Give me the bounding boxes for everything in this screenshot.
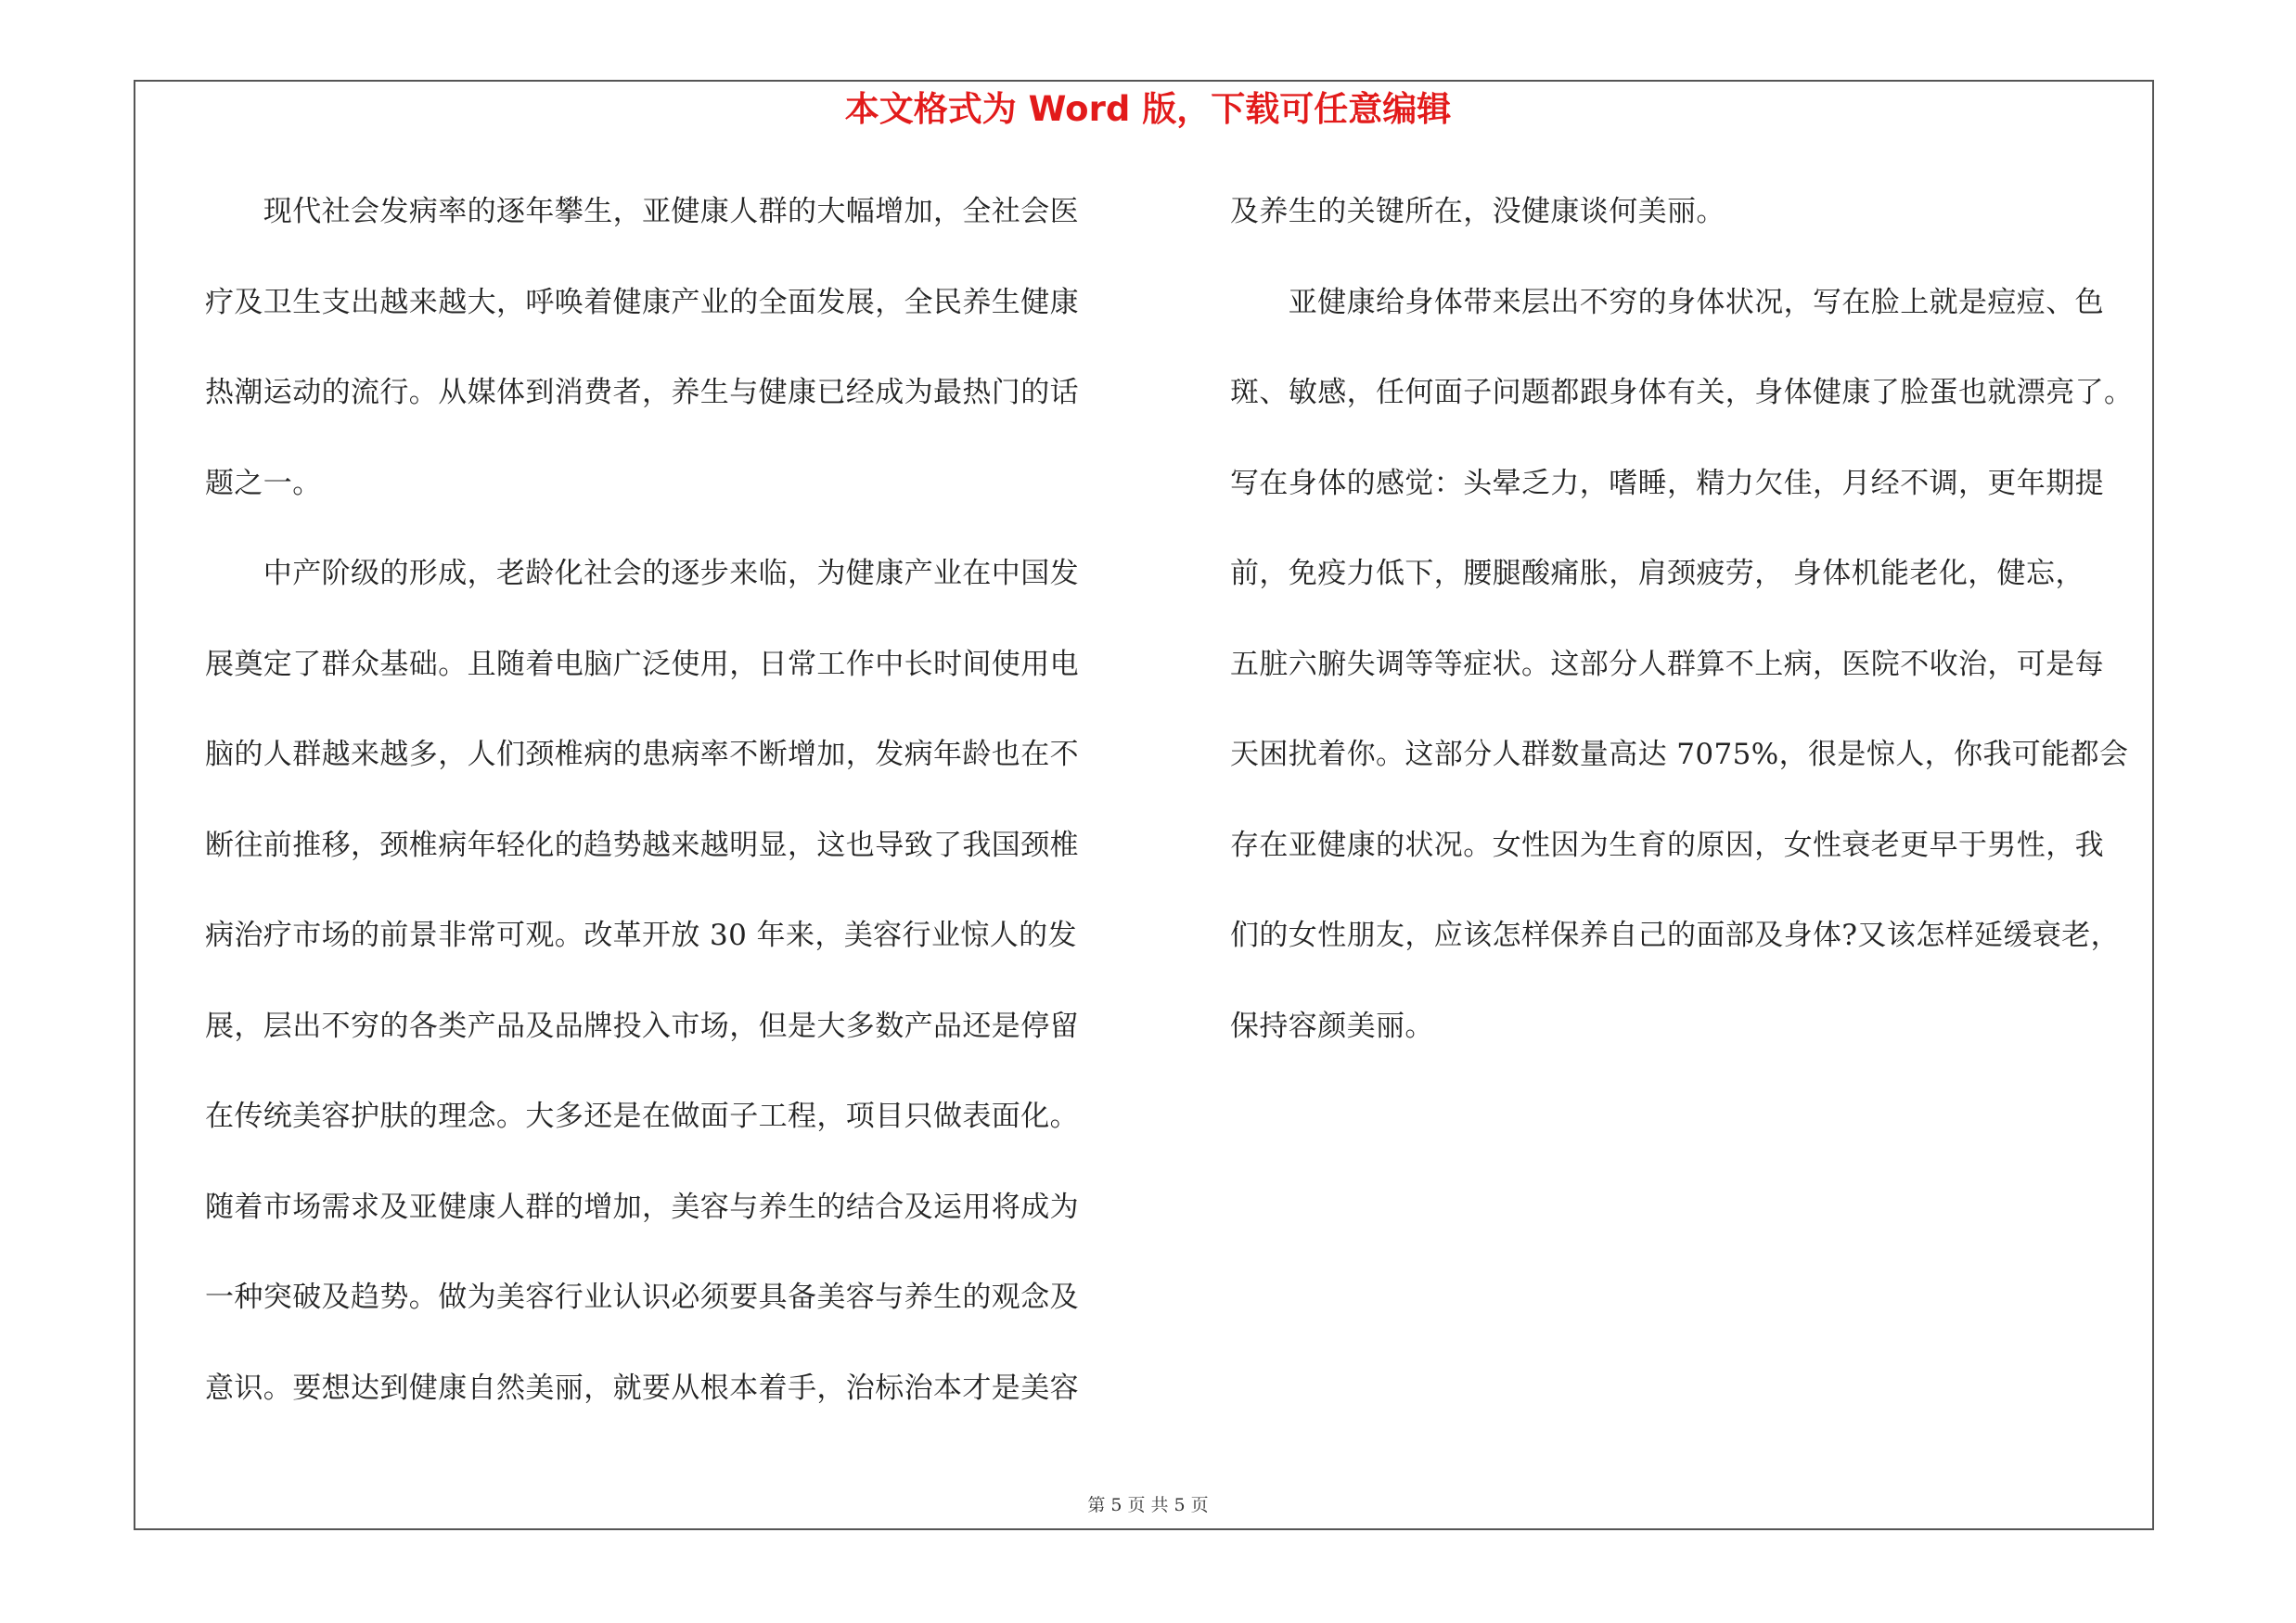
text-line: 写在身体的感觉：头晕乏力，嗜睡，精力欠佳，月经不调，更年期提 — [1230, 466, 2104, 500]
text-line: 存在亚健康的状况。女性因为生育的原因，女性衰老更早于男性，我 — [1230, 828, 2104, 862]
text-line: 保持容颜美丽。 — [1230, 1009, 1434, 1043]
text-line: 随着市场需求及亚健康人群的增加，美容与养生的结合及运用将成为 — [205, 1190, 1079, 1224]
text-line: 病治疗市场的前景非常可观。改革开放 30 年来，美容行业惊人的发 — [205, 919, 1077, 952]
text-line: 脑的人群越来越多，人们颈椎病的患病率不断增加，发病年龄也在不 — [205, 738, 1079, 771]
text-line: 热潮运动的流行。从媒体到消费者，养生与健康已经成为最热门的话 — [205, 376, 1079, 409]
text-line: 天困扰着你。这部分人群数量高达 7075%，很是惊人，你我可能都会 — [1230, 738, 2129, 771]
text-line: 五脏六腑失调等等症状。这部分人群算不上病，医院不收治，可是每 — [1230, 647, 2104, 681]
text-line: 及养生的关键所在，没健康谈何美丽。 — [1230, 195, 1725, 228]
text-line: 在传统美容护肤的理念。大多还是在做面子工程，项目只做表面化。 — [205, 1100, 1079, 1133]
page-number: 第 5 页 共 5 页 — [1087, 1495, 1209, 1515]
text-line: 现代社会发病率的逐年攀生，亚健康人群的大幅增加，全社会医 — [205, 195, 1079, 228]
text-line: 们的女性朋友，应该怎样保养自己的面部及身体?又该怎样延缓衰老， — [1230, 919, 2121, 952]
text-line: 意识。要想达到健康自然美丽，就要从根本着手，治标治本才是美容 — [205, 1371, 1079, 1405]
text-line: 斑、敏感，任何面子问题都跟身体有关，身体健康了脸蛋也就漂亮了。 — [1230, 376, 2134, 409]
text-line: 一种突破及趋势。做为美容行业认识必须要具备美容与养生的观念及 — [205, 1281, 1079, 1314]
text-line: 中产阶级的形成，老龄化社会的逐步来临，为健康产业在中国发 — [205, 557, 1079, 590]
text-line: 展，层出不穷的各类产品及品牌投入市场，但是大多数产品还是停留 — [205, 1009, 1079, 1043]
text-line: 题之一。 — [205, 466, 322, 500]
text-line: 亚健康给身体带来层出不穷的身体状况，写在脸上就是痘痘、色 — [1230, 285, 2104, 319]
text-line: 展奠定了群众基础。且随着电脑广泛使用，日常工作中长时间使用电 — [205, 647, 1079, 681]
right-text-column — [1230, 182, 2167, 1087]
text-line: 断往前推移，颈椎病年轻化的趋势越来越明显，这也导致了我国颈椎 — [205, 828, 1079, 862]
text-line: 疗及卫生支出越来越大，呼唤着健康产业的全面发展，全民养生健康 — [205, 285, 1079, 319]
left-text-column — [205, 182, 1133, 1449]
text-line: 前，免疫力低下，腰腿酸痛胀，肩颈疲劳， 身体机能老化，健忘， — [1230, 557, 2084, 590]
editable-notice-banner: 本文格式为 Word 版，下载可任意编辑 — [844, 89, 1452, 129]
